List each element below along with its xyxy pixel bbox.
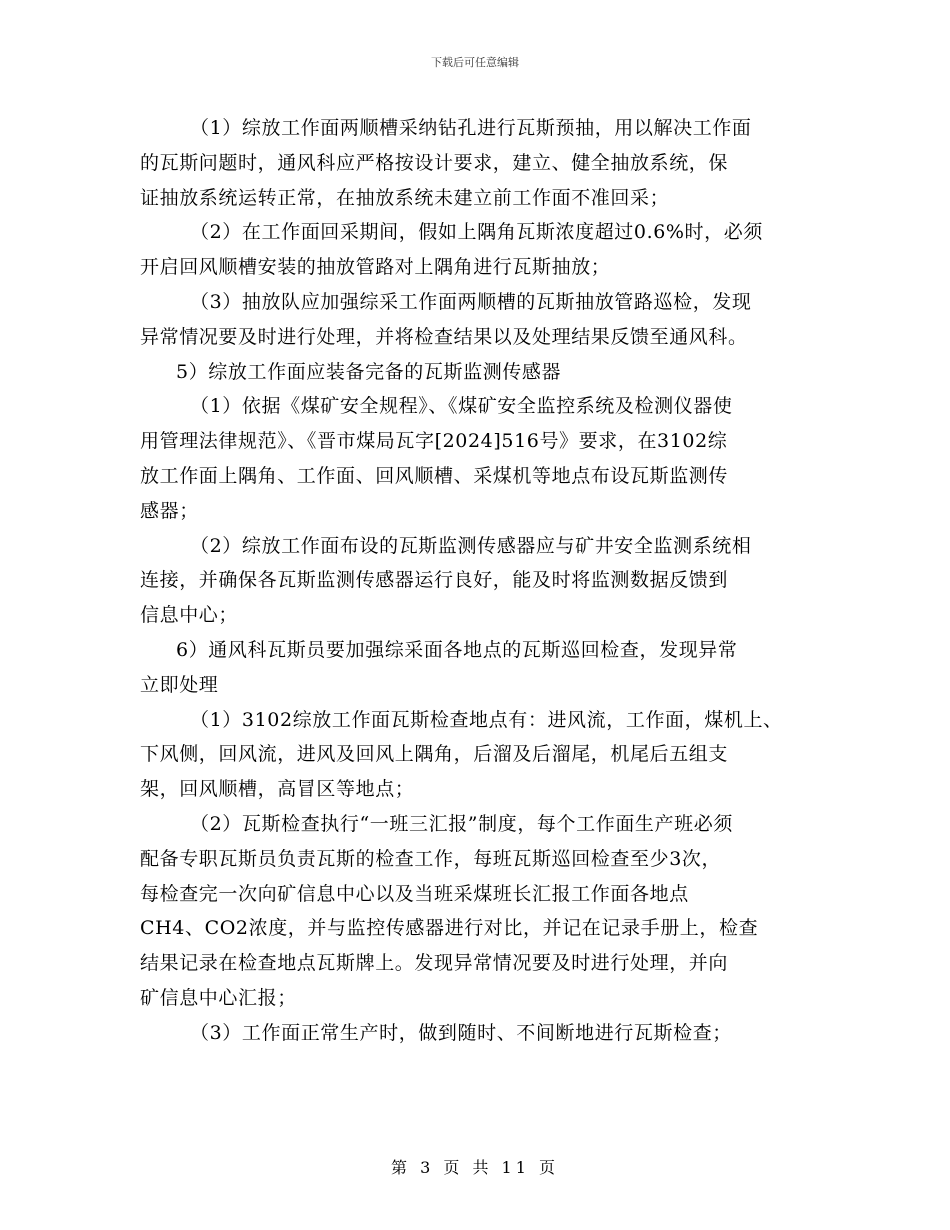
text-line: （1）3102综放工作面瓦斯检查地点有：进风流，工作面，煤机上、	[190, 708, 783, 731]
text-line: 感器；	[140, 499, 199, 522]
text-line: 6）通风科瓦斯员要加强综采面各地点的瓦斯巡回检查，发现异常	[176, 638, 738, 661]
text-line: （3）抽放队应加强综采工作面两顺槽的瓦斯抽放管路巡检，发现	[190, 290, 752, 313]
text-line: 矿信息中心汇报；	[140, 986, 297, 1009]
text-line: 的瓦斯问题时，通风科应严格按设计要求，建立、健全抽放系统，保	[140, 151, 729, 174]
text-line: 连接，并确保各瓦斯监测传感器运行良好，能及时将监测数据反馈到	[140, 569, 729, 592]
text-line: 5）综放工作面应装备完备的瓦斯监测传感器	[176, 360, 562, 383]
text-line: 配备专职瓦斯员负责瓦斯的检查工作，每班瓦斯巡回检查至少3次，	[140, 847, 722, 870]
text-line: 架，回风顺槽，高冒区等地点；	[140, 778, 415, 801]
text-line: （2）综放工作面布设的瓦斯监测传感器应与矿井安全监测系统相	[190, 534, 752, 557]
text-line: 立即处理	[140, 673, 219, 696]
text-line: （2）瓦斯检查执行“一班三汇报”制度，每个工作面生产班必须	[190, 812, 733, 835]
document-body	[140, 111, 826, 1051]
text-line: （3）工作面正常生产时，做到随时、不间断地进行瓦斯检查；	[190, 1021, 732, 1044]
text-line: 异常情况要及时进行处理，并将检查结果以及处理结果反馈至通风科。	[140, 325, 748, 348]
text-line: CH4、CO2浓度，并与监控传感器进行对比，并记在记录手册上，检查	[140, 917, 759, 940]
text-line: 用管理法律规范》、《晋市煤局瓦字[2024]516号》要求，在3102综	[140, 430, 728, 453]
text-line: 结果记录在检查地点瓦斯牌上。发现异常情况要及时进行处理，并向	[140, 952, 729, 975]
text-line: （1）依据《煤矿安全规程》、《煤矿安全监控系统及检测仪器使	[190, 395, 733, 418]
text-line: 每检查完一次向矿信息中心以及当班采煤班长汇报工作面各地点	[140, 882, 689, 905]
text-line: （1）综放工作面两顺槽采纳钻孔进行瓦斯预抽，用以解决工作面	[190, 117, 752, 139]
text-line: 证抽放系统运转正常，在抽放系统未建立前工作面不准回采；	[140, 186, 670, 209]
text-line: 开启回风顺槽安装的抽放管路对上隅角进行瓦斯抽放；	[140, 256, 611, 279]
text-line: 下风侧，回风流，进风及回风上隅角，后溜及后溜尾，机尾后五组支	[140, 743, 729, 766]
page-header: 下载后可任意编辑	[431, 56, 519, 69]
text-line: 放工作面上隅角、工作面、回风顺槽、采煤机等地点布设瓦斯监测传	[140, 464, 729, 487]
text-line: 信息中心；	[140, 604, 239, 627]
text-line: （2）在工作面回采期间，假如上隅角瓦斯浓度超过0.6%时，必须	[190, 221, 763, 244]
page-footer: 第 3 页 共 11 页	[391, 1158, 559, 1177]
